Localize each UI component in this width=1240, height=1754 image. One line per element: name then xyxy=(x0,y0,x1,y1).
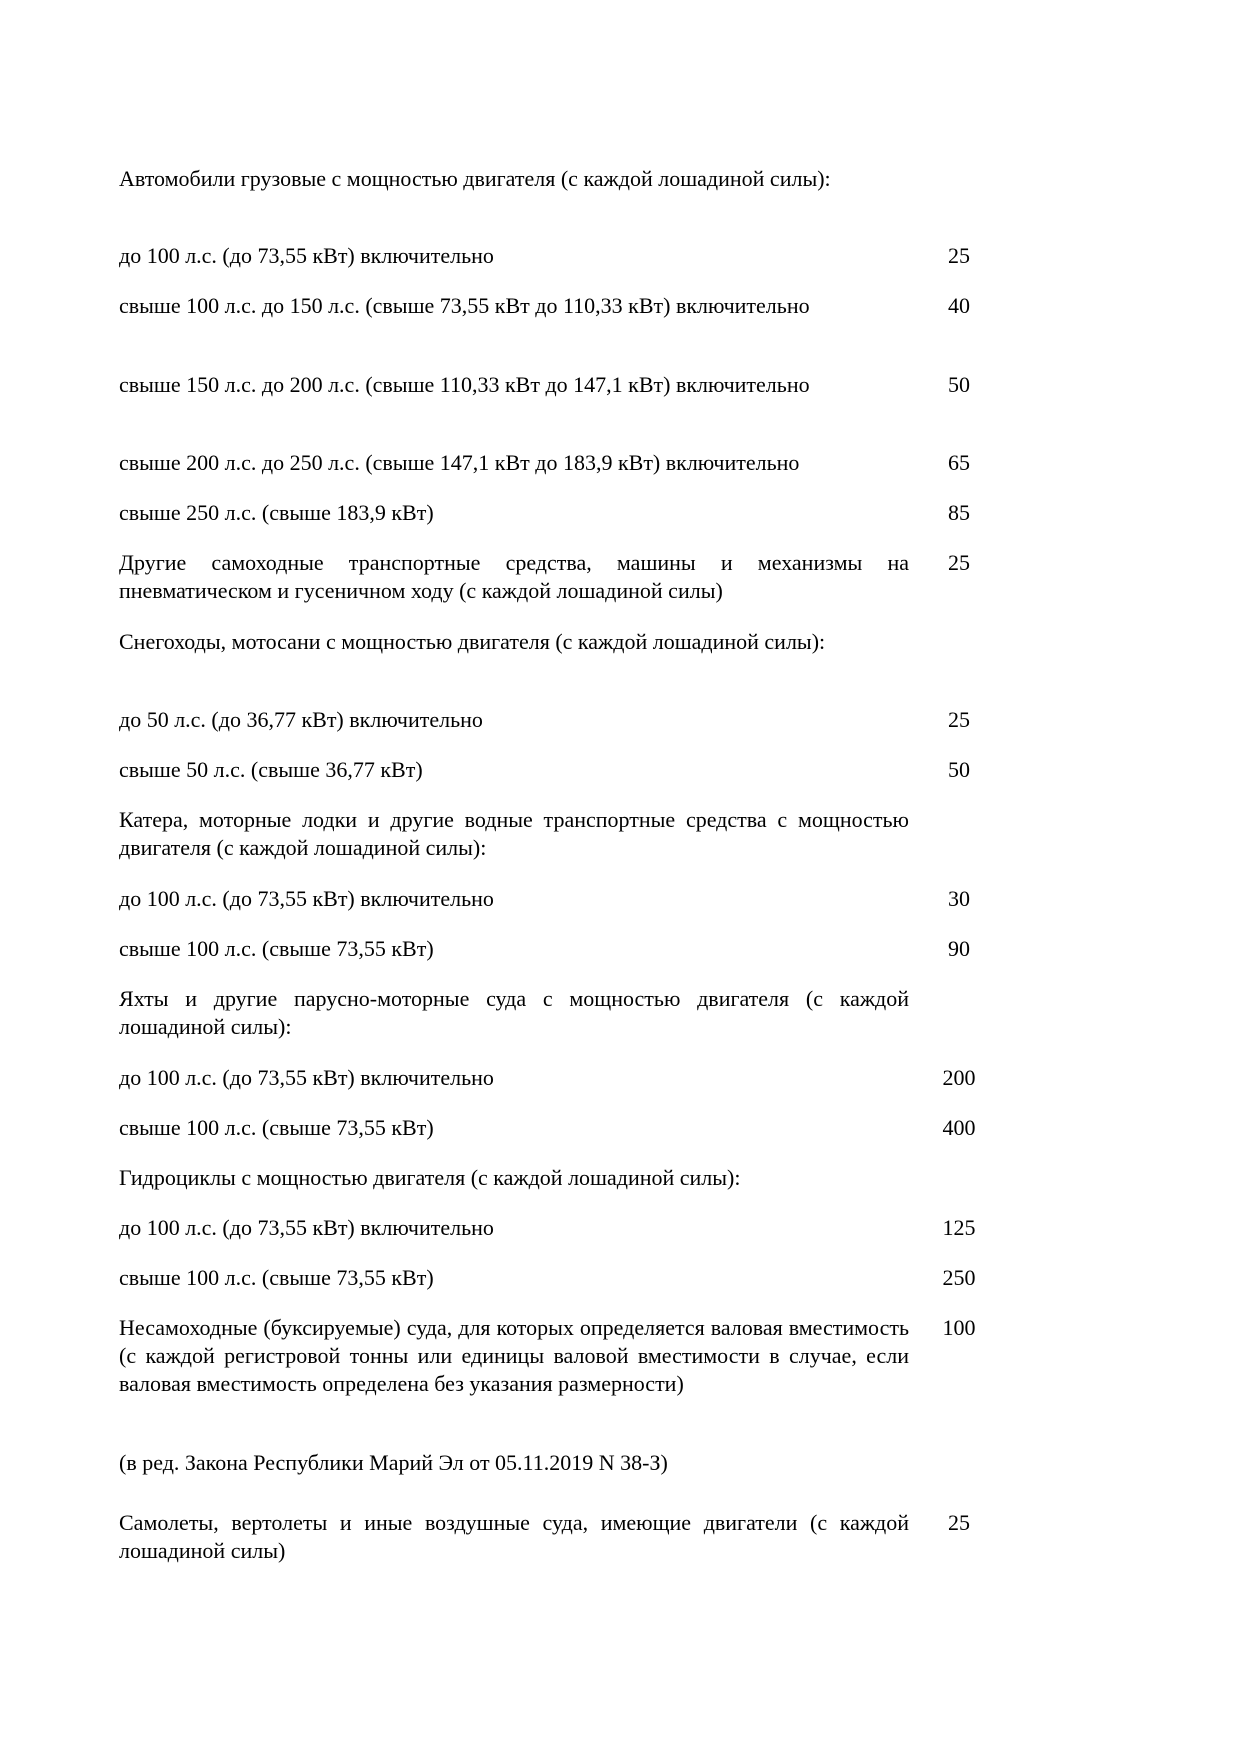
row-description: Автомобили грузовые с мощностью двигателя (с каждой лошадиной силы): xyxy=(119,166,831,191)
row-description: Несамоходные (буксируемые) суда, для которых определяется валовая вместимость (с каждой регистровой тонны или единицы валовой вместимости в случае, если валовая вместимость определена без указания размерности) xyxy=(119,1315,909,1396)
tax-rate-row xyxy=(119,499,1009,527)
tax-rate-row xyxy=(119,242,1009,270)
tax-rate-row xyxy=(119,935,1009,963)
tax-rate-row xyxy=(119,1509,1009,1565)
row-rate: 85 xyxy=(948,500,970,525)
tax-rate-row xyxy=(119,371,1009,399)
tax-rate-row xyxy=(119,1164,1009,1192)
row-rate: 50 xyxy=(948,757,970,782)
row-description: до 100 л.с. (до 73,55 кВт) включительно xyxy=(119,243,494,268)
row-description: до 50 л.с. (до 36,77 кВт) включительно xyxy=(119,707,483,732)
tax-rate-row xyxy=(119,1114,1009,1142)
tax-rate-row xyxy=(119,549,1009,605)
row-rate: 25 xyxy=(948,550,970,575)
tax-rate-row xyxy=(119,1314,1009,1398)
tax-rate-row xyxy=(119,756,1009,784)
row-description: Другие самоходные транспортные средства, машины и механизмы на пневматическом и гусеничном ходу (с каждой лошадиной силы) xyxy=(119,550,909,603)
tax-rate-row xyxy=(119,292,1009,320)
row-description: свыше 50 л.с. (свыше 36,77 кВт) xyxy=(119,757,423,782)
row-rate: 100 xyxy=(942,1315,976,1340)
row-description: свыше 100 л.с. (свыше 73,55 кВт) xyxy=(119,1265,434,1290)
row-rate: 200 xyxy=(942,1065,976,1090)
row-description: свыше 100 л.с. до 150 л.с. (свыше 73,55 кВт до 110,33 кВт) включительно xyxy=(119,293,810,318)
row-description: (в ред. Закона Республики Марий Эл от 05.11.2019 N 38-З) xyxy=(119,1450,668,1475)
row-rate: 25 xyxy=(948,243,970,268)
row-rate: 65 xyxy=(948,450,970,475)
row-description: до 100 л.с. (до 73,55 кВт) включительно xyxy=(119,1215,494,1240)
row-description: Самолеты, вертолеты и иные воздушные суда, имеющие двигатели (с каждой лошадиной силы) xyxy=(119,1510,909,1563)
row-rate: 50 xyxy=(948,372,970,397)
tax-rate-row xyxy=(119,628,1009,656)
row-rate: 125 xyxy=(942,1215,976,1240)
tax-rate-row xyxy=(119,165,1009,193)
row-description: до 100 л.с. (до 73,55 кВт) включительно xyxy=(119,1065,494,1090)
row-description: свыше 100 л.с. (свыше 73,55 кВт) xyxy=(119,936,434,961)
row-rate: 250 xyxy=(942,1265,976,1290)
row-description: свыше 250 л.с. (свыше 183,9 кВт) xyxy=(119,500,434,525)
row-description: свыше 100 л.с. (свыше 73,55 кВт) xyxy=(119,1115,434,1140)
row-description: до 100 л.с. (до 73,55 кВт) включительно xyxy=(119,886,494,911)
row-description: свыше 150 л.с. до 200 л.с. (свыше 110,33 кВт до 147,1 кВт) включительно xyxy=(119,372,810,397)
tax-rate-row xyxy=(119,985,1009,1041)
amendment-note xyxy=(119,1449,1009,1477)
row-description: Катера, моторные лодки и другие водные транспортные средства с мощностью двигателя (с каждой лошадиной силы): xyxy=(119,807,909,860)
row-description: Гидроциклы с мощностью двигателя (с каждой лошадиной силы): xyxy=(119,1165,741,1190)
row-rate: 40 xyxy=(948,293,970,318)
tax-rate-row xyxy=(119,706,1009,734)
row-description: Яхты и другие парусно-моторные суда с мощностью двигателя (с каждой лошадиной силы): xyxy=(119,986,909,1039)
tax-rate-row xyxy=(119,885,1009,913)
tax-rate-row xyxy=(119,1064,1009,1092)
tax-rate-row xyxy=(119,449,1009,477)
row-rate: 400 xyxy=(942,1115,976,1140)
row-rate: 90 xyxy=(948,936,970,961)
row-description: свыше 200 л.с. до 250 л.с. (свыше 147,1 кВт до 183,9 кВт) включительно xyxy=(119,450,800,475)
row-rate: 25 xyxy=(948,707,970,732)
tax-rate-row xyxy=(119,1264,1009,1292)
row-description: Снегоходы, мотосани с мощностью двигателя (с каждой лошадиной силы): xyxy=(119,629,826,654)
row-rate: 30 xyxy=(948,886,970,911)
tax-rate-row xyxy=(119,1214,1009,1242)
tax-rate-row xyxy=(119,806,1009,862)
row-rate: 25 xyxy=(948,1510,970,1535)
